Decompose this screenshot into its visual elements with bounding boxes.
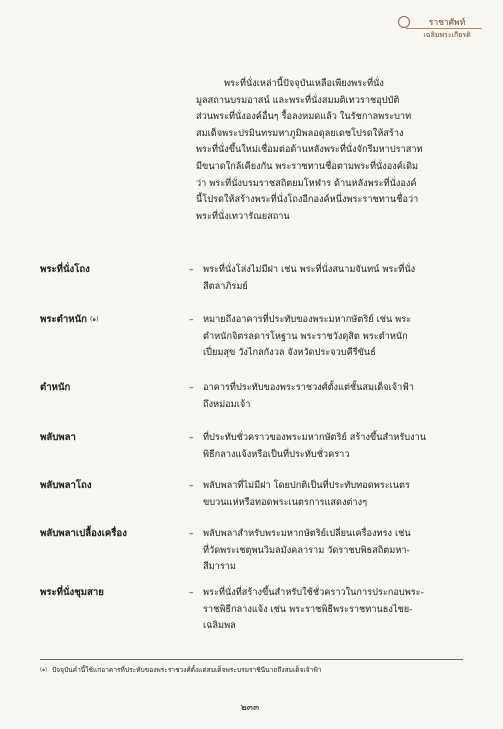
entry-dash: – <box>189 432 194 443</box>
header-subtitle: เฉลิมพระเกียรติ <box>423 31 471 39</box>
entry-dash: – <box>189 480 194 491</box>
intro-line: พระที่นั่งเหล่านี้ปัจจุบันเหลือเพียงพระที่นั่ง <box>224 78 384 89</box>
entry-term: พระที่นั่งโถง <box>40 264 90 275</box>
entry-definition: ที่ประทับชั่วคราวของพระมหากษัตริย์ สร้างขึ้นสำหรับงาน พิธีกลางแจ้งหรือเป็นที่ประทับชั่วคราว <box>203 432 427 460</box>
entry-definition: พลับพลาที่ไม่มีฝา โดยปกติเป็นที่ประทับทอดพระเนตร ขบวนแห่หรือทอดพระเนตรการแสดงต่างๆ <box>203 480 410 508</box>
running-header <box>412 15 482 43</box>
entry-term: ตำหนัก <box>40 382 71 393</box>
footnote <box>40 665 470 675</box>
entry-term: พระตำหนัก $^{(๑)}$ <box>40 314 99 325</box>
entry-dash: – <box>189 382 194 393</box>
entry-dash: – <box>189 528 194 539</box>
page-number: ๒๓๓ <box>240 703 260 713</box>
footnote-reference: (๑) <box>89 316 99 323</box>
intro-line: ส่วนพระที่นั่งองค์อื่นๆ รื้อลงหมดแล้ว ในรัชกาลพระบาท <box>196 111 412 123</box>
intro-line: มูลสถานบรมอาสน์ และพระที่นั่งสมมติเทวราชอุปบัติ <box>196 94 400 106</box>
header-title: ราชาศัพท์ <box>428 18 466 28</box>
entry-definition: พลับพลาสำหรับพระมหากษัตริย์เปลี่ยนเครื่องทรง เช่น ที่วัดพระเชตุพนวิมลมังคลาราม วัดราชบพิธสถิตมหา- สีมาราม <box>203 528 411 573</box>
entry-term: พลับพลาเปลื้องเครื่อง <box>40 528 127 539</box>
intro-line: สมเด็จพระปรมินทรมหาภูมิพลอดุลยเดชโปรดให้สร้าง <box>196 127 404 139</box>
intro-paragraph <box>196 76 466 225</box>
footnote-text: ปัจจุบันคำนี้ใช้แก่อาคารที่ประทับของพระราชวงศ์ตั้งแต่สมเด็จพระบรมราชินีนาถถึงสมเด็จเจ้าฟ้า <box>52 666 322 674</box>
entry-definition: พระที่นั่งที่สร้างขึ้นสำหรับใช้ชั่วคราวในการประกอบพระ- ราชพิธีกลางแจ้ง เช่น พระราชพิธีพระราชทานธงไชย- เฉลิมพล <box>203 587 424 632</box>
entry-term: พลับพลาโถง <box>40 480 92 491</box>
entry-dash: – <box>189 587 194 598</box>
entry-term: พลับพลา <box>40 432 76 443</box>
footnote-marker: (๑) <box>40 667 48 673</box>
emblem-icon <box>398 16 410 28</box>
intro-line: ว่า พระที่นั่งบรมราชสถิตยมโหฬาร ด้านหลังพระที่นั่งองค์ <box>196 177 417 189</box>
intro-line: นี้โปรดให้สร้างพระที่นั่งโถงอีกองค์หนึ่งพระราชทานชื่อว่า <box>196 194 419 206</box>
intro-line: พระที่นั่งเทวารัณยสถาน <box>196 210 290 222</box>
entry-definition: หมายถึงอาคารที่ประทับของพระมหากษัตริย์ เช่น พระ ตำหนักจิตรลดารโหฐาน พระราชวังดุสิต พระตำหนัก เปี่ยมสุข วังไกลกังวล จังหวัดประจวบคีรีขันธ์ <box>203 314 412 359</box>
header-rule <box>406 28 482 29</box>
entry-definition: พระที่นั่งโล่งไม่มีฝา เช่น พระที่นั่งสนามจันทน์ พระที่นั่ง สีตลาภิรมย์ <box>203 264 416 292</box>
entry-definition: อาคารที่ประทับของพระราชวงศ์ตั้งแต่ชั้นสมเด็จเจ้าฟ้า ถึงหม่อมเจ้า <box>203 382 414 410</box>
entry-dash: – <box>189 264 194 275</box>
intro-line: พระที่นั่งขึ้นใหม่เชื่อมต่อด้านหลังพระที่นั่งจักรีมหาปราสาท <box>196 144 423 156</box>
entry-term: พระที่นั่งชุมสาย <box>40 587 104 598</box>
entry-dash: – <box>189 314 194 325</box>
footnote-divider <box>40 659 463 660</box>
intro-line: มีขนาดใกล้เคียงกัน พระราชทานชื่อตามพระที่นั่งองค์เดิม <box>196 160 419 172</box>
